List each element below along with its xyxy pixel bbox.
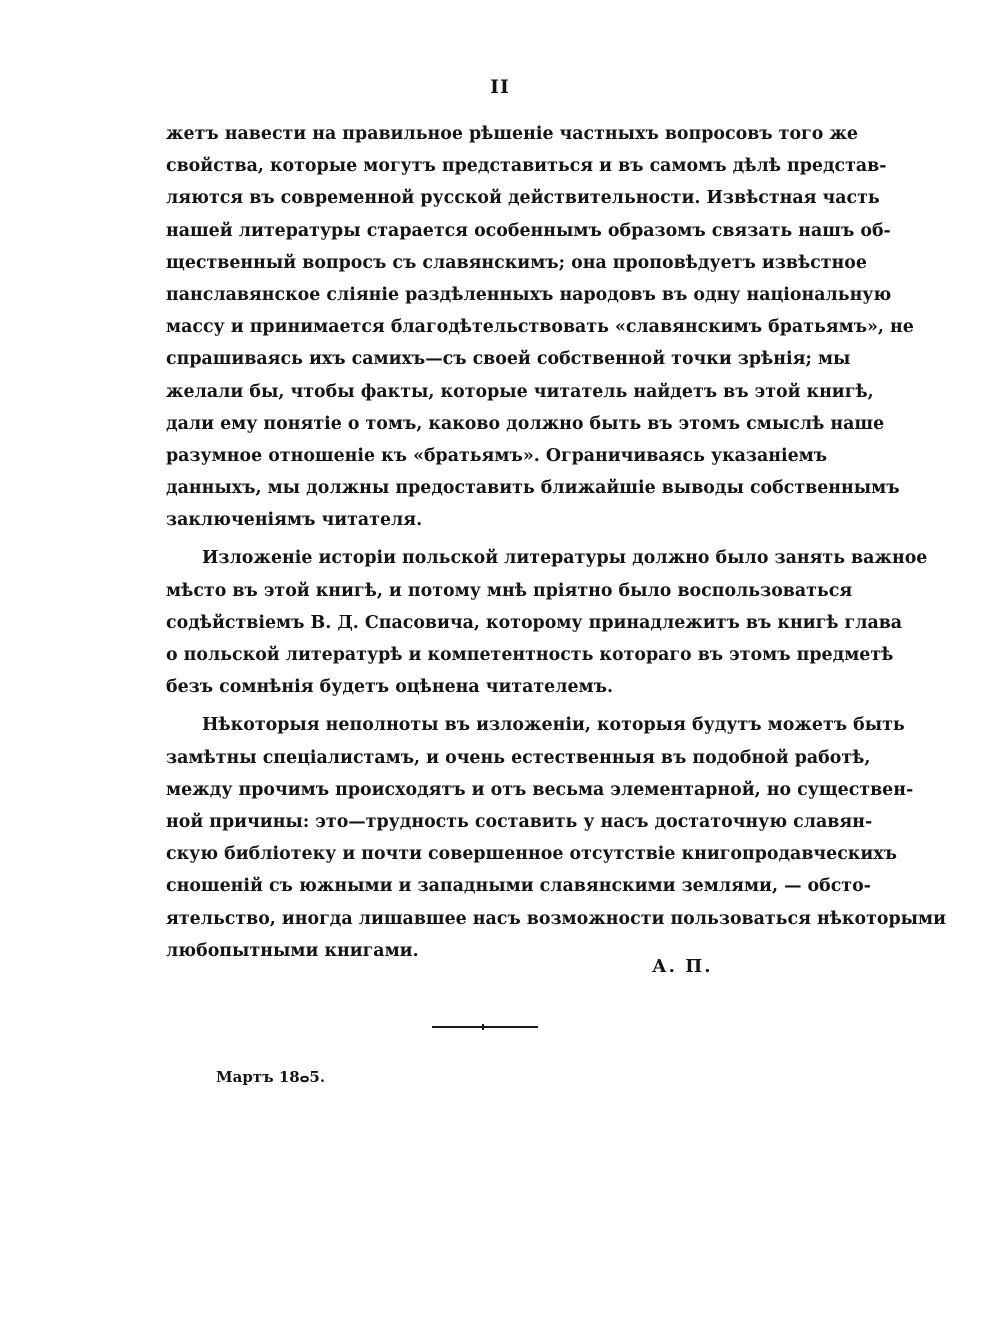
text-line: Нѣкоторыя неполноты въ изложеніи, которыя будутъ можетъ быть [202, 715, 905, 736]
text-line: содѣйствіемъ В. Д. Спасовича, которому принадлежитъ въ книгѣ глава [166, 612, 903, 633]
text-line: мѣсто въ этой книгѣ, и потому мнѣ пріятно было воспользоваться [166, 580, 853, 601]
text-line: скую библіотеку и почти совершенное отсутствіе книгопродавческихъ [166, 844, 897, 865]
text-line: панславянское сліяніе раздѣленныхъ народовъ въ одну національную [166, 284, 892, 305]
text-line: жетъ навести на правильное рѣшеніе частныхъ вопросовъ того же [166, 124, 858, 144]
paragraph-1 [166, 118, 914, 536]
text-line: желали бы, чтобы факты, которые читатель найдетъ въ этой книгѣ, [166, 381, 874, 402]
text-line: ляются въ современной русской действительности. Извѣстная часть [166, 188, 880, 209]
page-number: II [490, 76, 510, 98]
text-line: Изложеніе исторіи польской литературы должно было занять важное [202, 548, 928, 569]
text-line: щественный вопросъ съ славянскимъ; она проповѣдуетъ извѣстное [166, 252, 867, 273]
text-line: нашей литературы старается особеннымъ образомъ связать нашъ об- [166, 220, 891, 241]
author-signature: А. П. [652, 956, 713, 977]
text-line: сношеній съ южными и западными славянскими землями, — обсто- [166, 876, 871, 897]
text-line: ятельство, иногда лишавшее насъ возможности пользоваться нѣкоторыми [166, 908, 947, 929]
divider-rule [432, 1026, 538, 1028]
body-text [166, 118, 947, 967]
text-line: разумное отношеніе къ «братьямъ». Ограничиваясь указаніемъ [166, 445, 828, 466]
text-line: дали ему понятіе о томъ, каково должно быть въ этомъ смыслѣ наше [166, 413, 885, 434]
text-line: любопытными книгами. [166, 940, 419, 961]
text-line: заключеніямъ читателя. [166, 510, 423, 531]
text-line: о польской литературѣ и компетентность котораго въ этомъ предметѣ [166, 645, 894, 665]
paragraph-2 [166, 542, 928, 703]
text-line: свойства, которые могутъ представиться и въ самомъ дѣлѣ представ- [166, 156, 887, 177]
divider-mark [482, 1024, 484, 1030]
text-line: замѣтны спеціалистамъ, и очень естественныя въ подобной работѣ, [166, 747, 871, 768]
text-line: между прочимъ происходятъ и отъ весьма элементарной, но существен- [166, 779, 914, 800]
text-line: безъ сомнѣнія будетъ оцѣнена читателемъ. [166, 677, 614, 698]
text-line: массу и принимается благодѣтельствовать «славянскимъ братьямъ», не [166, 317, 914, 338]
paragraph-3 [166, 709, 947, 967]
dateline: Мартъ 18ⴰ5. [216, 1068, 326, 1086]
text-line: ной причины: это—трудность составить у насъ достаточную славян- [166, 811, 873, 832]
text-line: спрашиваясь ихъ самихъ—съ своей собственной точки зрѣнія; мы [166, 349, 851, 370]
text-line: данныхъ, мы должны предоставить ближайшіе выводы собственнымъ [166, 478, 900, 499]
